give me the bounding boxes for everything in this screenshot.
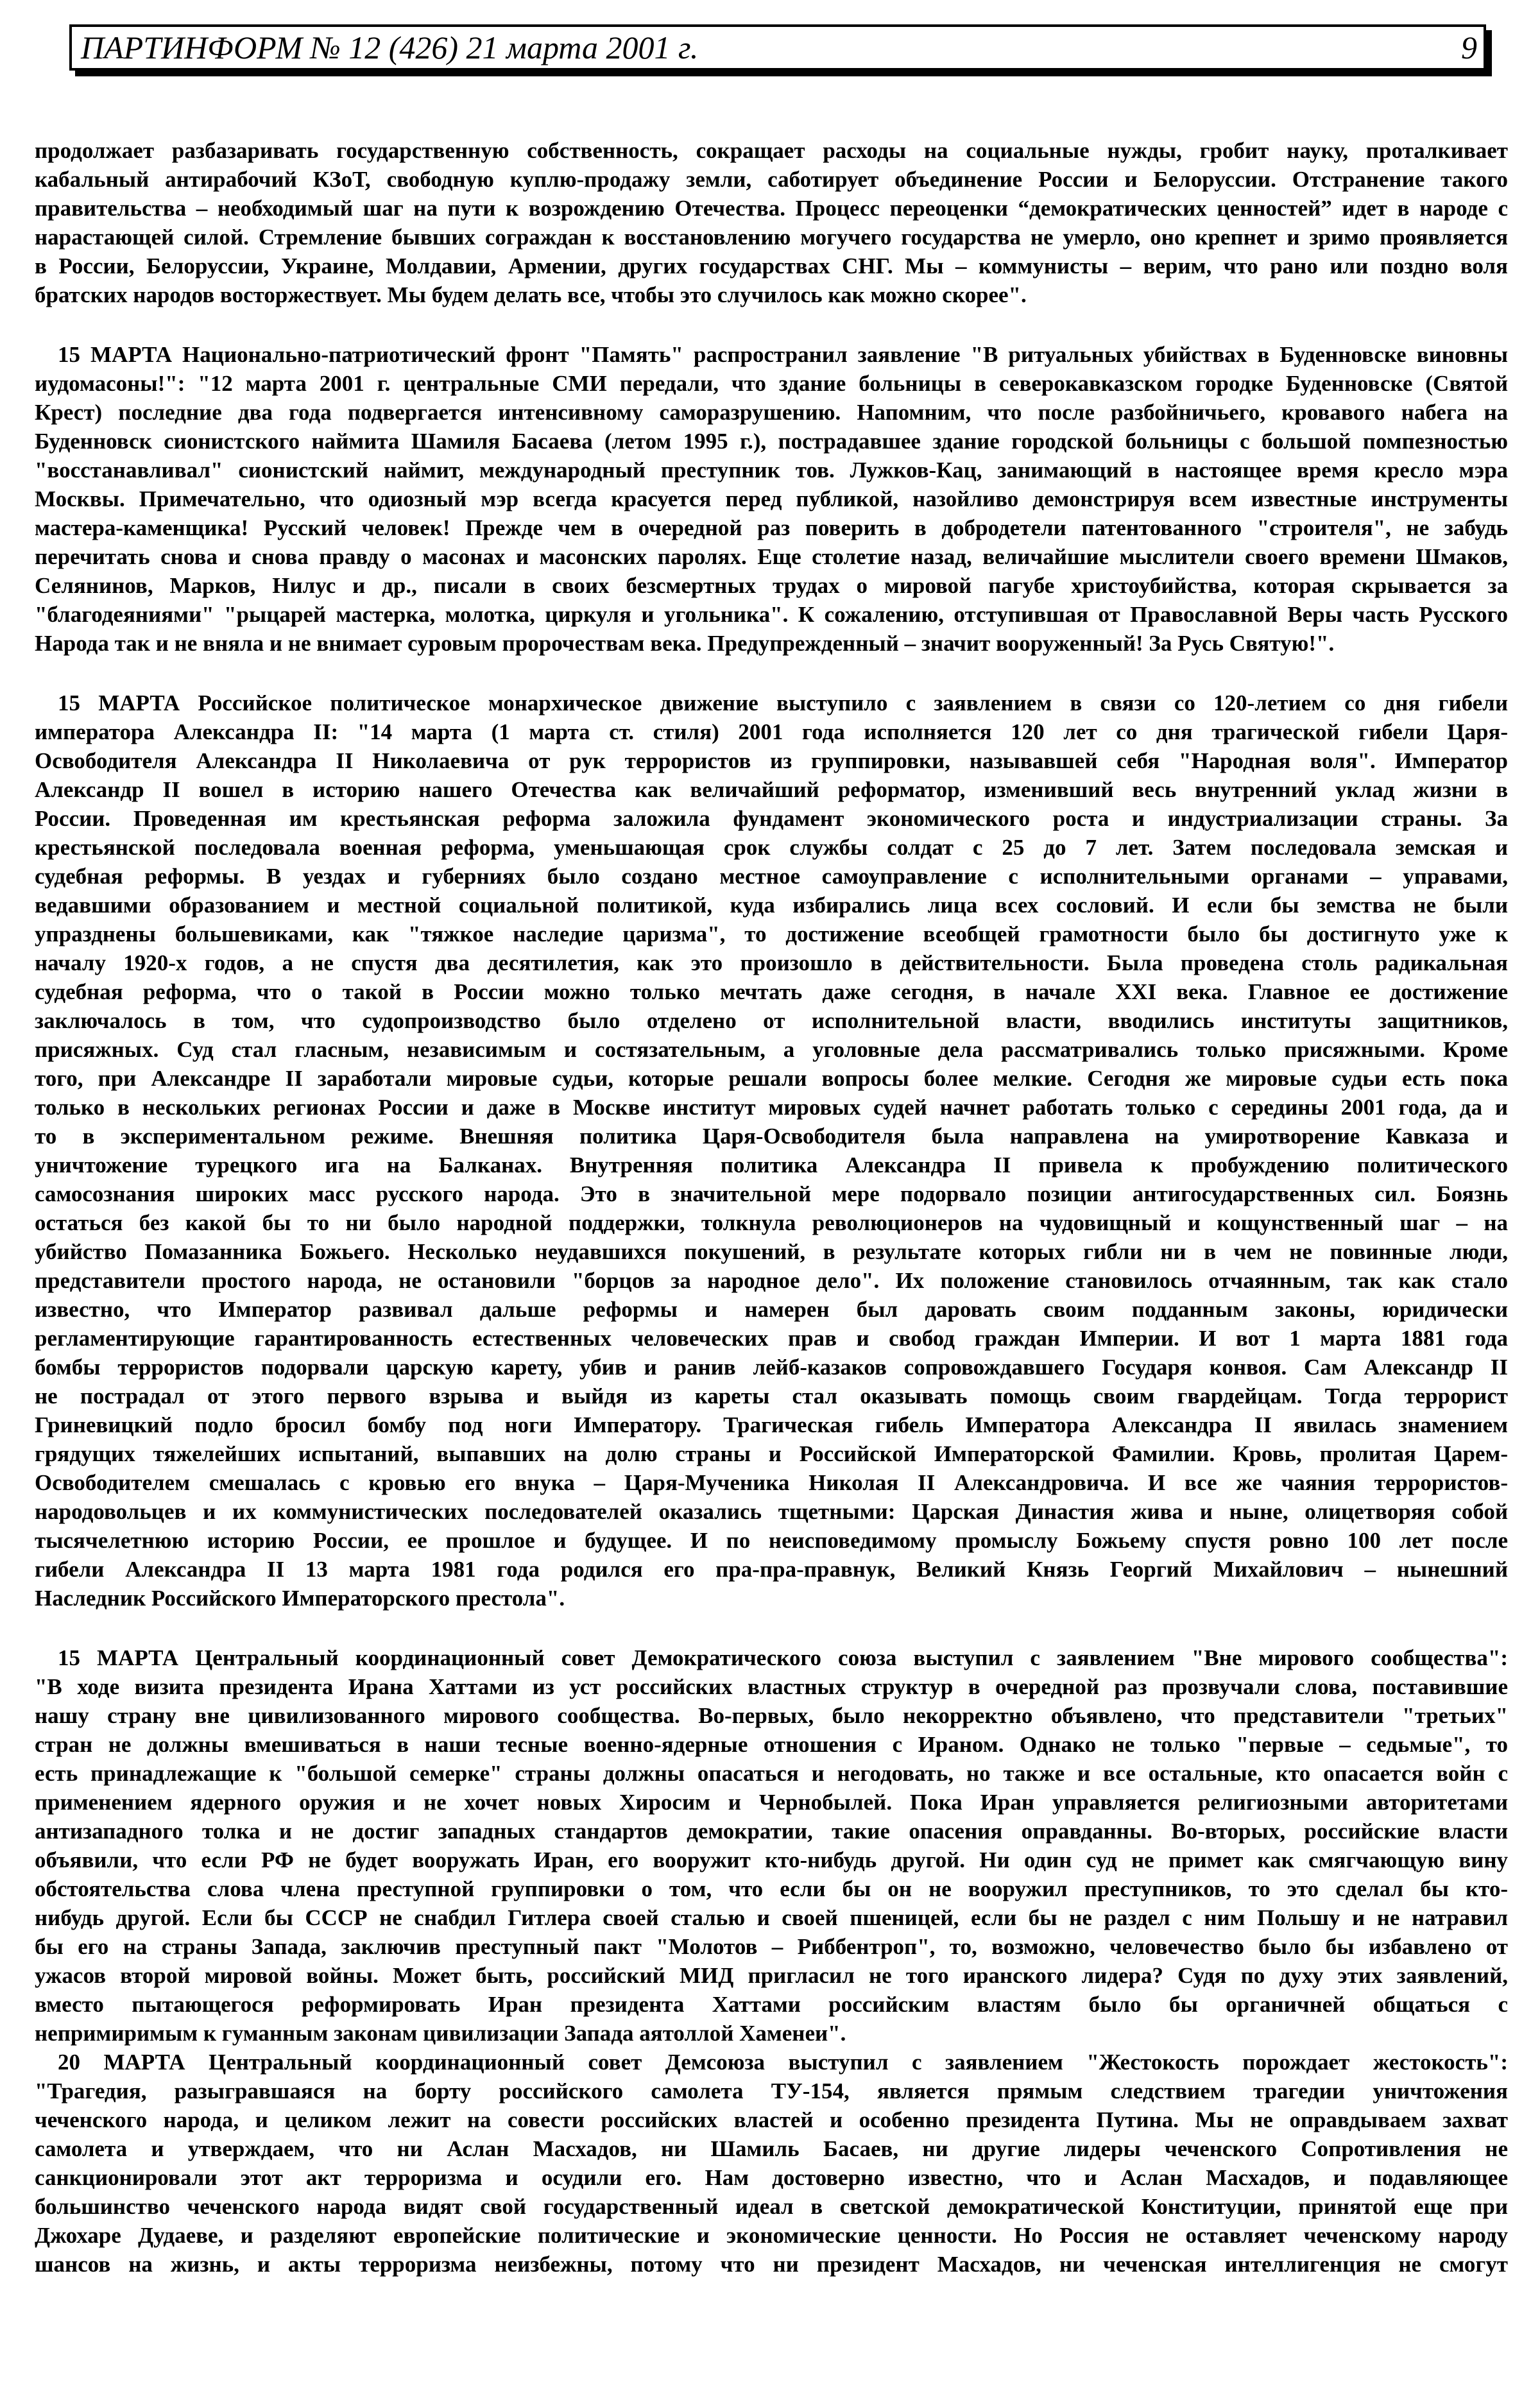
text-line: Буденновск сионистского наймита Шамиля Басаева (летом 1995 г.), пострадавшее здание городской больницы с большой помпезностью	[35, 429, 1508, 454]
text-line: регламентирующие гарантированность естественных человеческих прав и свобод граждан Империи. И вот 1 марта 1881 года	[35, 1326, 1508, 1351]
news-paragraph	[35, 2048, 1508, 2279]
text-line: началу 1920-х годов, а не спустя два десятилетия, как это произошло в действительности. Была проведена столь радикальная	[35, 950, 1508, 975]
text-line: нибудь другой. Если бы СССР не снабдил Гитлера своей сталью и своей пшеницей, если бы не раздел с ним Польшу и не натравил	[35, 1905, 1508, 1930]
text-line: крестьянской последовала военная реформа, уменьшающая срок службы солдат с 25 до 7 лет. Затем последовала земская и	[35, 835, 1508, 860]
text-line: того, при Александре II заработали мировые судьи, которые решали вопросы более мелкие. Сегодня же мировые судьи есть пока	[35, 1066, 1508, 1091]
news-paragraph	[35, 340, 1508, 658]
text-line: гибели Александра II 13 марта 1981 года родился его пра-пра-правнук, Великий Князь Георгий Михайлович – нынешний	[35, 1557, 1508, 1582]
text-line: не пострадал от этого первого взрыва и выйдя из кареты стал оказывать помощь своим гвардейцам. Тогда террорист	[35, 1384, 1508, 1409]
text-line: тысячелетнюю историю России, ее прошлое и будущее. И по неисповедимому промыслу Божьему спустя ровно 100 лет после	[35, 1528, 1508, 1553]
page-number: 9	[1461, 30, 1477, 65]
text-line: Селянинов, Марков, Нилус и др., писали в своих безсмертных трудах о мировой пагубе христоубийства, которая скрывается за	[35, 573, 1508, 598]
text-line: ужасов второй мировой войны. Может быть, российский МИД пригласил не того иранского лидера? Судя по духу этих заявлений,	[35, 1963, 1508, 1988]
publication-title: ПАРТИНФОРМ № 12 (426) 21 марта 2001 г.	[81, 30, 699, 65]
news-paragraph	[35, 1643, 1508, 2048]
text-line: судебная реформа, что о такой в России можно только мечтать даже сегодня, в начале XXI века. Главное ее достижение	[35, 979, 1508, 1004]
text-line: судебная реформы. В уездах и губерниях было создано местное самоуправление с исполнительными органами – управами,	[35, 864, 1508, 889]
text-line: Народа так и не вняла и не внимает суровым пророчествам века. Предупрежденный – значит вооруженный! За Русь Святую!".	[35, 631, 1335, 656]
text-line: большинство чеченского народа видят свой государственный идеал в светской демократической Конституции, принятой еще при	[35, 2194, 1508, 2219]
text-line: 15 МАРТА Центральный координационный совет Демократического союза выступил с заявлением "Вне мирового сообщества":	[58, 1645, 1508, 1670]
text-line: самосознания широких масс русского народа. Это в значительной мере подорвало позиции антигосударственных сил. Боязнь	[35, 1181, 1508, 1206]
text-line: в России, Белоруссии, Украине, Молдавии, Армении, других государствах СНГ. Мы – коммунисты – верим, что рано или поздно воля	[35, 253, 1508, 278]
text-line: самолета и утверждаем, что ни Аслан Масхадов, ни Шамиль Басаев, ни другие лидеры чеченского Сопротивления не	[35, 2136, 1508, 2161]
news-paragraph	[35, 689, 1508, 1613]
text-line: перечитать снова и снова правду о масонах и масонских паролях. Еще столетие назад, величайшие мыслители своего времени Шмаков,	[35, 544, 1508, 569]
text-line: России. Проведенная им крестьянская реформа заложила фундамент экономического роста и индустриализации страны. За	[35, 806, 1508, 831]
text-line: "Трагедия, разыгравшаяся на борту российского самолета ТУ-154, является прямым следствием трагедии уничтожения	[35, 2078, 1508, 2104]
text-line: "В ходе визита президента Ирана Хаттами из уст российских властных структур в очередной раз прозвучали слова, поставившие	[35, 1674, 1508, 1699]
text-line: братских народов восторжествует. Мы будем делать все, чтобы это случилось как можно скорее".	[35, 282, 1027, 307]
text-line: заключалось в том, что судопроизводство было отделено от исполнительной власти, вводились институты защитников,	[35, 1008, 1508, 1033]
text-line: правительства – необходимый шаг на пути к возрождению Отечества. Процесс переоценки “демократических ценностей” идет в народе с	[35, 196, 1508, 221]
news-paragraph	[35, 136, 1508, 309]
text-line: стран не должны вмешиваться в наши тесные военно-ядерные отношения с Ираном. Однако не только "первые – седьмые", то	[35, 1732, 1508, 1757]
page-header	[69, 24, 1486, 71]
text-line: ведавшими образованием и местной социальной политикой, куда избирались лица всех сословий. И если бы земства не были	[35, 893, 1508, 918]
text-line: иудомасоны!": "12 марта 2001 г. центральные СМИ передали, что здание больницы в северокавказском городке Буденновске (Святой	[35, 371, 1508, 396]
text-line: Гриневицкий подло бросил бомбу под ноги Императору. Трагическая гибель Императора Александра II явилась знамением	[35, 1412, 1508, 1437]
text-line: бы его на страны Запада, заключив преступный пакт "Молотов – Риббентроп", то, возможно, человечество было бы избавлено от	[35, 1934, 1508, 1959]
text-line: объявили, что если РФ не будет вооружать Иран, его вооружит кто-нибудь другой. Ни один суд не примет как смягчающую вину	[35, 1847, 1508, 1872]
text-line: Крест) последние два года подвергается интенсивному саморазрушению. Напомним, что после разбойничьего, кровавого набега на	[35, 400, 1508, 425]
text-line: продолжает разбазаривать государственную собственность, сокращает расходы на социальные нужды, гробит науку, проталкивает	[35, 138, 1508, 163]
text-line: императора Александра II: "14 марта (1 марта ст. стиля) 2001 года исполняется 120 лет со дня трагической гибели Царя-	[35, 719, 1508, 744]
text-line: бомбы террористов подорвали царскую карету, убив и ранив лейб-казаков сопровождавшего Государя конвоя. Сам Александр II	[35, 1355, 1508, 1380]
text-line: чеченского народа, и целиком лежит на совести российских властей и особенно президента Путина. Мы не оправдываем захват	[35, 2107, 1508, 2132]
text-line: Джохаре Дудаеве, и разделяют европейские политические и экономические ценности. Но Россия не оставляет чеченскому народу	[35, 2223, 1508, 2248]
text-line: представители простого народа, не остановили "борцов за народное дело". Их положение становилось отчаянным, так как стало	[35, 1268, 1508, 1293]
text-line: 15 МАРТА Национально-патриотический фронт "Память" распространил заявление "В ритуальных убийствах в Буденновске виновны	[58, 342, 1508, 367]
text-line: обстоятельства слова члена преступной группировки о том, что если бы он не вооружил преступников, то это сделал бы кто-	[35, 1876, 1508, 1901]
text-line: есть принадлежащие к "большой семерке" страны должны опасаться и негодовать, но также и все остальные, кто опасается войн с	[35, 1761, 1508, 1786]
text-line: народовольцев и их коммунистических последователей оказались тщетными: Царская Династия жива и ныне, олицетворяя собой	[35, 1499, 1508, 1524]
text-line: вместо пытающегося реформировать Иран президента Хаттами российским властям было бы органичней общаться с	[35, 1992, 1508, 2017]
text-line: Александр II вошел в историю нашего Отечества как величайший реформатор, изменивший весь внутренний уклад жизни в	[35, 777, 1508, 802]
text-line: уничтожение турецкого ига на Балканах. Внутренняя политика Александра II привела к пробуждению политического	[35, 1152, 1508, 1178]
text-line: Москвы. Примечательно, что одиозный мэр всегда красуется перед публикой, назойливо демонстрируя всем известные инструменты	[35, 486, 1508, 511]
text-line: кабальный антирабочий КЗоТ, свободную куплю-продажу земли, саботирует объединение России и Белоруссии. Отстранение такого	[35, 167, 1508, 192]
text-line: присяжных. Суд стал гласным, независимым и состязательным, а уголовные дела рассматривались только присяжными. Кроме	[35, 1037, 1508, 1062]
text-line: мастера-каменщика! Русский человек! Прежде чем в очередной раз поверить в добродетели патентованного "строителя", не забудь	[35, 515, 1508, 540]
text-line: санкционировали этот акт терроризма и осудили его. Нам достоверно известно, что и Аслан Масхадов, и подавляющее	[35, 2165, 1508, 2190]
text-line: нашу страну вне цивилизованного мирового сообщества. Во-первых, было некорректно объявлено, что представители "третьих"	[35, 1703, 1508, 1728]
text-line: шансов на жизнь, и акты терроризма неизбежны, потому что ни президент Масхадов, ни чеченская интеллигенция не смогут	[35, 2252, 1508, 2277]
text-line: применением ядерного оружия и не хочет новых Хиросим и Чернобылей. Пока Иран управляется религиозными авторитетами	[35, 1790, 1508, 1815]
text-line: "восстанавливал" сионистский наймит, международный преступник тов. Лужков-Кац, занимающий в настоящее время кресло мэра	[35, 458, 1508, 483]
text-line: антизападного толка и не достиг западных стандартов демократии, такие опасения оправданны. Во-вторых, российские власти	[35, 1819, 1508, 1844]
text-line: грядущих тяжелейших испытаний, выпавших на долю страны и Российской Императорской Фамилии. Кровь, пролитая Царем-	[35, 1441, 1508, 1466]
text-line: Освободителя Александра II Николаевича от рук террористов из группировки, называвшей себя "Народная воля". Император	[35, 748, 1508, 773]
text-line: известно, что Император развивал дальше реформы и намерен был даровать своим подданным законы, юридически	[35, 1297, 1508, 1322]
text-line: Освободителем смешалась с кровью его внука – Царя-Мученика Николая II Александровича. И все же чаяния террористов-	[35, 1470, 1508, 1495]
text-line: нарастающей силой. Стремление бывших сограждан к восстановлению могучего государства не умерло, оно крепнет и зримо проявляется	[35, 225, 1508, 250]
article-body	[35, 136, 1508, 2309]
text-line: упразднены большевиками, как "тяжкое наследие царизма", то достижение всеобщей грамотности было бы достигнуто уже к	[35, 921, 1508, 947]
text-line: 20 МАРТА Центральный координационный совет Демсоюза выступил с заявлением "Жестокость порождает жестокость":	[58, 2050, 1508, 2075]
text-line: остаться без какой бы то ни было народной поддержки, толкнула революционеров на чудовищный и кощунственный шаг – на	[35, 1210, 1508, 1235]
text-line: 15 МАРТА Российское политическое монархическое движение выступило с заявлением в связи со 120-летием со дня гибели	[58, 690, 1508, 715]
text-line: только в нескольких регионах России и даже в Москве институт мировых судей начнет работать только с середины 2001 года, да и	[35, 1095, 1508, 1120]
text-line: Наследник Российского Императорского престола".	[35, 1586, 565, 1611]
text-line: "благодеяниями" "рыцарей мастерка, молотка, циркуля и угольника". К сожалению, отступившая от Православной Веры часть Русского	[35, 602, 1508, 627]
text-line: непримиримым к гуманным законам цивилизации Запада аятоллой Хаменеи".	[35, 2021, 846, 2046]
text-line: убийство Помазанника Божьего. Несколько неудавшихся покушений, в результате которых гибли ни в чем не повинные люди,	[35, 1239, 1508, 1264]
text-line: то в экспериментальном режиме. Внешняя политика Царя-Освободителя была направлена на умиротворение Кавказа и	[35, 1124, 1508, 1149]
